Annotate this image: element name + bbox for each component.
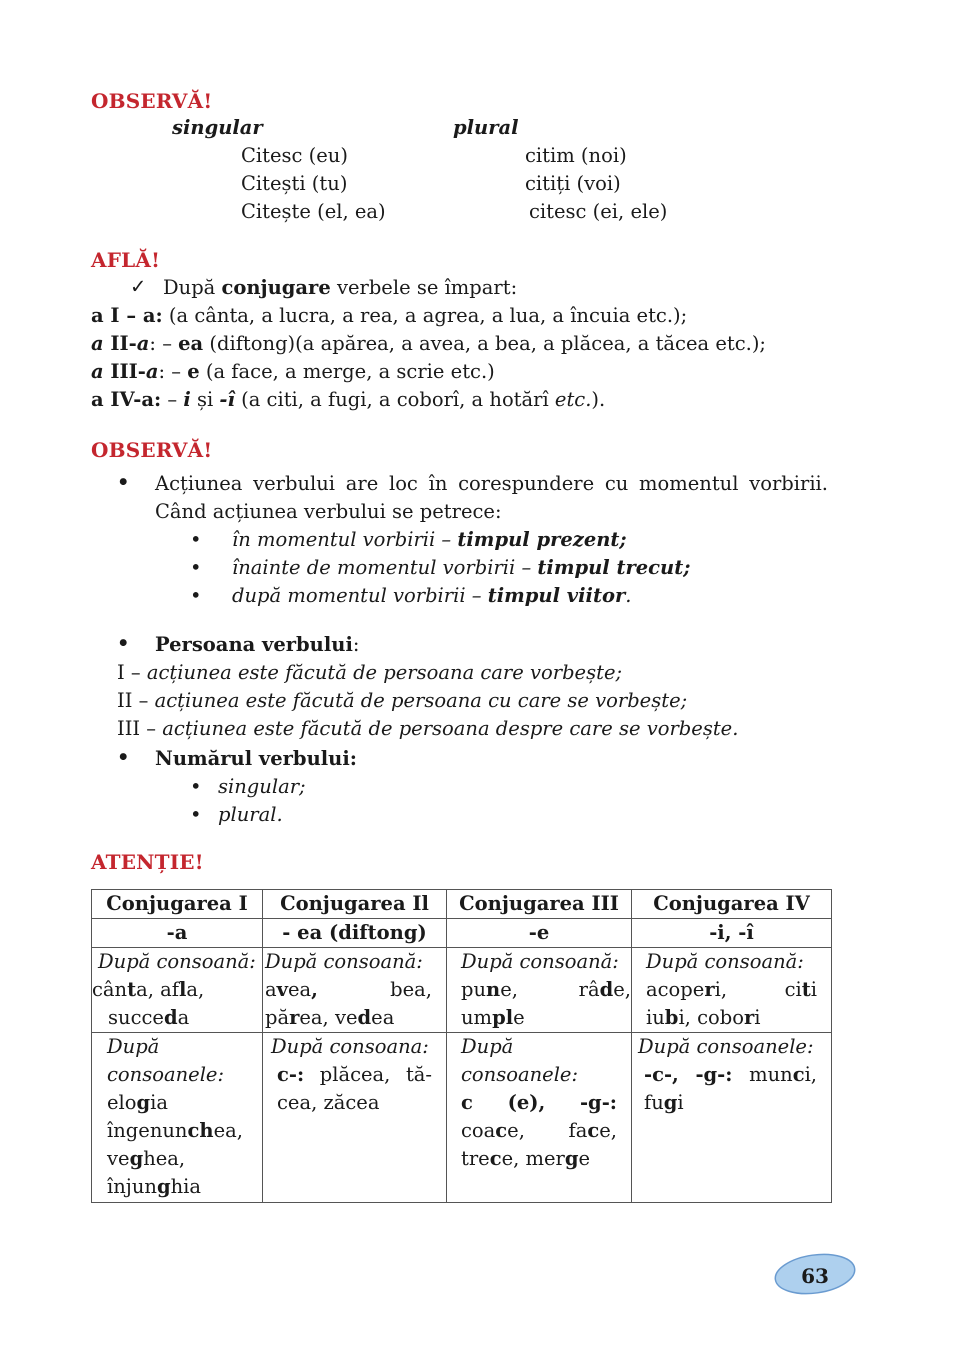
numarul-heading: Numărul verbului: — [155, 747, 357, 770]
verb-action-line-2: Când acțiunea verbului se petrece: — [155, 500, 502, 523]
tense-past: înainte de momentul vorbirii – timpul trecut; — [232, 556, 691, 579]
bullet-icon: • — [117, 746, 130, 769]
verb-action-line-1: Acțiunea verbului are loc în corespundere cu momentul vorbirii. — [155, 472, 828, 495]
table-header-cell: Conjugarea III — [447, 890, 632, 919]
table-cell: După consoana: c-: plăcea, tă- cea, zăcea — [263, 1033, 447, 1203]
observa-heading-1: OBSERVĂ! — [91, 89, 213, 113]
table-header-cell: Conjugarea IV — [632, 890, 832, 919]
table-cell: După consoană: acoperi, citi iubi, cobori — [632, 948, 832, 1033]
numarul-singular: singular; — [218, 775, 306, 798]
bullet-icon: • — [190, 803, 202, 826]
persoana-1: I – acțiunea este făcută de persoana care vorbește; — [117, 661, 623, 684]
tense-future: după momentul vorbirii – timpul viitor. — [232, 584, 632, 607]
table-cell: După consoanele: -c-, -g-: munci, fugi — [632, 1033, 832, 1203]
ending-cell: -i, -î — [632, 919, 832, 948]
table-cell: După consoană: avea, bea, părea, vedea — [263, 948, 447, 1033]
plural-form: citesc (ei, ele) — [529, 200, 668, 223]
checkmark-icon: ✓ — [130, 275, 147, 298]
conjugation-4: a IV-a: – i și -î (a citi, a fugi, a coborî, a hotărî etc.). — [91, 388, 606, 411]
singular-form: Citesc (eu) — [241, 144, 348, 167]
atentie-heading: ATENȚIE! — [91, 850, 204, 874]
bullet-icon: • — [117, 471, 130, 494]
table-cell: După consoanele: elogia îngenunchea, veghea, înjunghia — [92, 1033, 263, 1203]
ending-cell: -e — [447, 919, 632, 948]
persoana-heading: Persoana verbului: — [155, 633, 360, 656]
plural-form: citiți (voi) — [525, 172, 621, 195]
numarul-plural: plural. — [218, 803, 283, 826]
table-cell: După consoană: pune, râde, umple — [447, 948, 632, 1033]
table-header-cell: Conjugarea I — [92, 890, 263, 919]
singular-label: singular — [172, 116, 263, 139]
bullet-icon: • — [190, 584, 202, 607]
table-cell: După consoană: cânta, afla, succeda — [92, 948, 263, 1033]
bullet-icon: • — [190, 556, 202, 579]
conjugation-2: a II-a: – ea (diftong)(a apărea, a avea, a bea, a plăcea, a tăcea etc.); — [91, 332, 767, 355]
conjugation-table — [91, 889, 832, 1203]
table-row — [92, 919, 832, 948]
singular-form: Citește (el, ea) — [241, 200, 386, 223]
persoana-2: II – acțiunea este făcută de persoana cu care se vorbește; — [117, 689, 688, 712]
afla-heading: AFLĂ! — [91, 248, 161, 272]
bullet-icon: • — [190, 528, 202, 551]
plural-label: plural — [453, 116, 519, 139]
plural-form: citim (noi) — [525, 144, 627, 167]
bullet-icon: • — [117, 632, 130, 655]
table-header-cell: Conjugarea Il — [263, 890, 447, 919]
conjugation-1: a I – a: (a cânta, a lucra, a rea, a agrea, a lua, a încuia etc.); — [91, 304, 688, 327]
table-row — [92, 948, 832, 1033]
table-cell: După consoanele: c (e), -g-: coace, face, trece, merge — [447, 1033, 632, 1203]
ending-cell: - ea (diftong) — [263, 919, 447, 948]
ending-cell: -a — [92, 919, 263, 948]
observa-heading-2: OBSERVĂ! — [91, 438, 213, 462]
bullet-icon: • — [190, 775, 202, 798]
table-row — [92, 890, 832, 919]
conjugation-intro: După conjugare verbele se împart: — [163, 276, 518, 299]
conjugation-3: a III-a: – e (a face, a merge, a scrie etc.) — [91, 360, 495, 383]
page-number: 63 — [801, 1264, 829, 1288]
persoana-3: III – acțiunea este făcută de persoana despre care se vorbește. — [117, 717, 739, 740]
table-row — [92, 1033, 832, 1203]
singular-form: Citești (tu) — [241, 172, 348, 195]
tense-present: în momentul vorbirii – timpul prezent; — [232, 528, 627, 551]
